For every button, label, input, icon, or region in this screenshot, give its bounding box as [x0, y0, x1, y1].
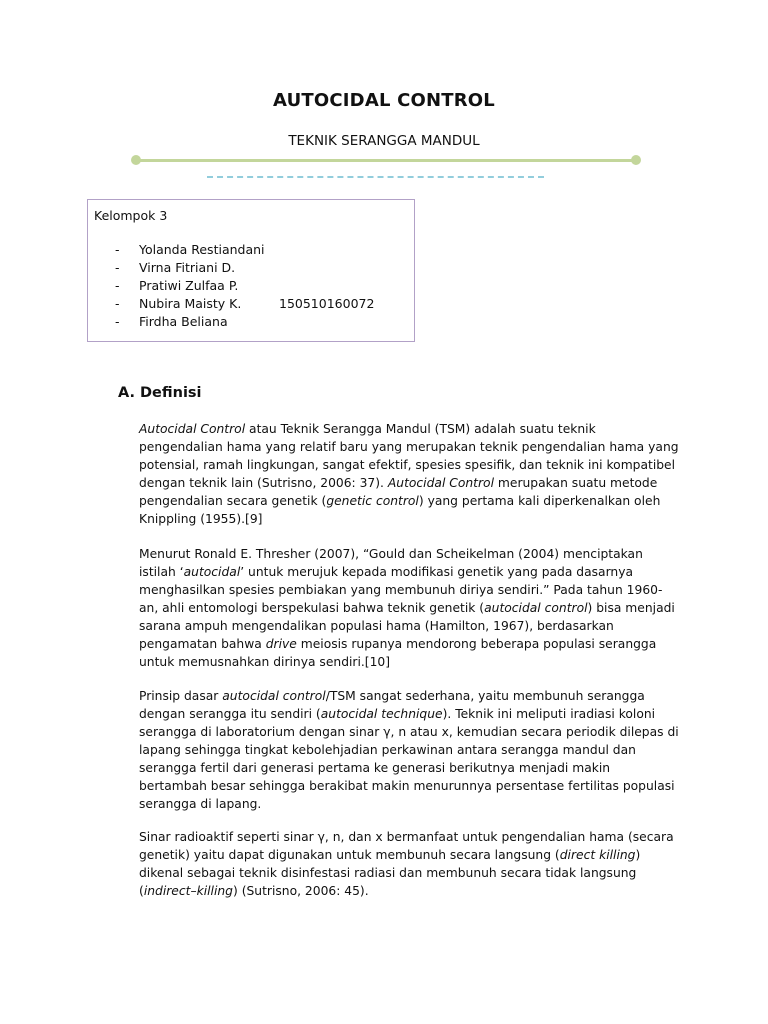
- italic-term: drive: [265, 637, 297, 651]
- member-bullet: -: [115, 278, 120, 293]
- document-subtitle: TEKNIK SERANGGA MANDUL: [288, 133, 480, 149]
- text-run: /TSM sangat sederhana, yaitu membunuh serangga dengan serangga itu sendiri (: [139, 689, 645, 721]
- paragraph-2: [139, 545, 679, 671]
- text-run: atau Teknik Serangga Mandul (TSM) adalah suatu teknik pengendalian hama yang relatif baru yang merupakan teknik pengendalian hama yang potensial, ramah lingkungan, sangat efektif, spesies spesifik, dan teknik ini kompatibel dengan teknik lain (Sutrisno, 2006: 37).: [139, 422, 679, 490]
- text-run: ) yang pertama kali diperkenalkan oleh Knippling (1955).[9]: [139, 494, 661, 526]
- member-name: Yolanda Restiandani: [139, 242, 265, 257]
- italic-term: direct killing: [559, 848, 636, 862]
- member-bullet: -: [115, 314, 120, 329]
- document-title: AUTOCIDAL CONTROL: [273, 90, 495, 111]
- italic-term: genetic control: [326, 494, 419, 508]
- italic-term: Autocidal Control: [387, 476, 494, 490]
- member-bullet: -: [115, 296, 120, 311]
- text-run: meiosis rupanya mendorong beberapa populasi serangga untuk memusnahkan dirinya sendiri.[10]: [139, 637, 657, 669]
- italic-term: indirect–killing: [143, 884, 233, 898]
- green-line-left-dot: [131, 155, 141, 165]
- paragraph-3: [139, 687, 679, 813]
- text-run: ) dikenal sebagai teknik disinfestasi radiasi dan membunuh secara tidak langsung (: [139, 848, 641, 898]
- text-run: ). Teknik ini meliputi iradiasi koloni serangga di laboratorium dengan sinar γ, n atau x, kemudian secara periodik dilepas di lapang sehingga tingkat kebolehjadian perkawinan antara serangga mandul dan serangga fertil dari generasi pertama ke generasi berikutnya menjadi makin bertambah besar sehingga berakibat makin menurunnya persentase fertilitas populasi serangga di lapang.: [139, 707, 679, 811]
- member-item: [115, 295, 375, 312]
- member-name: Firdha Beliana: [139, 314, 228, 329]
- text-run: Sinar radioaktif seperti sinar γ, n, dan x bermanfaat untuk pengendalian hama (secara genetik) yaitu dapat digunakan untuk membunuh secara langsung (: [139, 830, 674, 862]
- italic-term: autocidal control: [484, 601, 588, 615]
- paragraph-4: [139, 828, 679, 900]
- text-run: ) (Sutrisno, 2006: 45).: [232, 884, 369, 898]
- text-run: merupakan suatu metode pengendalian secara genetik (: [139, 476, 658, 508]
- italic-term: autocidal control: [222, 689, 326, 703]
- group-info-box: [87, 199, 415, 342]
- section-heading-text: Definisi: [140, 385, 202, 401]
- decorative-dashed-line: [207, 176, 544, 178]
- text-run: Prinsip dasar: [139, 689, 223, 703]
- italic-term: autocidal technique: [320, 707, 443, 721]
- italic-term: autocidal: [183, 565, 241, 579]
- member-name: Virna Fitriani D.: [139, 260, 236, 275]
- member-name: Nubira Maisty K.: [139, 296, 242, 311]
- member-nim: 150510160072: [279, 296, 375, 311]
- member-item: [115, 277, 238, 294]
- text-run: Menurut Ronald E. Thresher (2007), “Gould dan Scheikelman (2004) menciptakan istilah ‘: [139, 547, 643, 579]
- member-bullet: -: [115, 242, 120, 257]
- section-letter: A.: [118, 385, 135, 401]
- member-item: [115, 313, 228, 330]
- section-heading: [118, 385, 202, 401]
- decorative-green-line: [136, 159, 636, 162]
- text-run: ’ untuk merujuk kepada modifikasi genetik yang pada dasarnya menghasilkan spesies pembiakan yang membunuh diriya sendiri.” Pada tahun 1960-an, ahli entomologi berspekulasi bahwa teknik genetik (: [139, 565, 663, 615]
- green-line-right-dot: [631, 155, 641, 165]
- group-title: Kelompok 3: [94, 208, 168, 223]
- member-bullet: -: [115, 260, 120, 275]
- member-item: [115, 259, 235, 276]
- text-run: ) bisa menjadi sarana ampuh mengendalikan populasi hama (Hamilton, 1967), berdasarkan pengamatan bahwa: [139, 601, 675, 651]
- italic-term: Autocidal Control: [139, 422, 246, 436]
- paragraph-1: [139, 420, 679, 528]
- member-name: Pratiwi Zulfaa P.: [139, 278, 239, 293]
- member-item: [115, 241, 265, 258]
